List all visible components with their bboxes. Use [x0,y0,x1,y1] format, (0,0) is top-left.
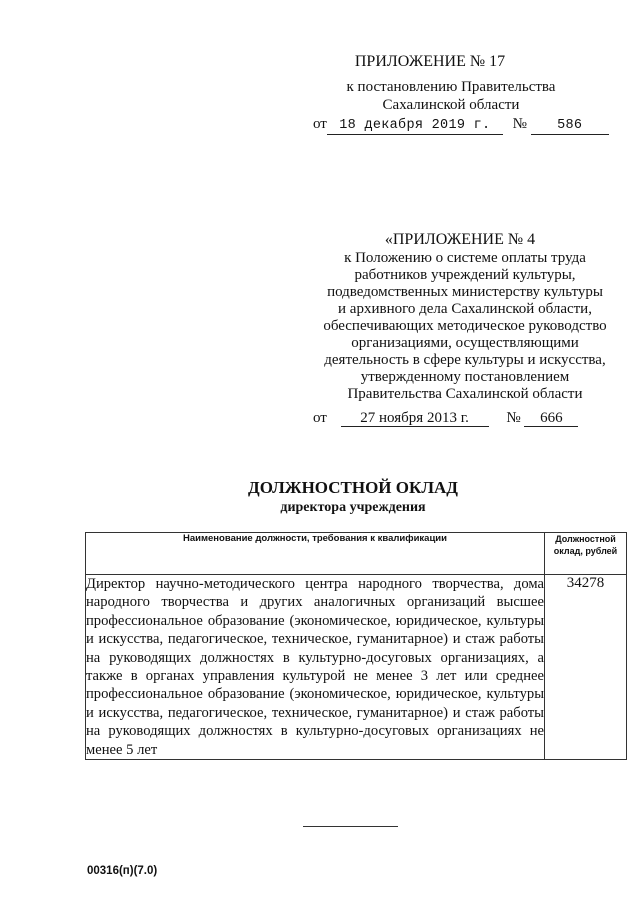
appendix-4-line: обеспечивающих методическое руководство [323,318,607,334]
number-label: № [512,116,527,132]
appendix-4-lines [300,250,630,403]
appendix-17-date-line [313,116,613,135]
from-label: от [313,410,327,426]
appendix-4-title: «ПРИЛОЖЕНИЕ № 4 [384,231,536,248]
appendix-4-line: организациями, осуществляющими [351,335,579,351]
resolution-date: 27 ноября 2013 г. [341,410,489,427]
header-position-requirements: Наименование должности, требования к квалификации [86,533,545,575]
appendix-17-line1: к постановлению Правительства [346,79,556,95]
header-salary-line2: оклад, рублей [553,546,618,556]
table-row [86,575,627,760]
header-salary-line1: Должностной [555,534,616,544]
end-divider [303,826,398,827]
document-title: ДОЛЖНОСТНОЙ ОКЛАД [248,478,458,497]
appendix-4-date-line [313,410,613,427]
appendix-17-line2: Сахалинской области [382,97,520,113]
appendix-4-line: утвержденному постановлением [360,369,570,385]
appendix-4-line: работников учреждений культуры, [354,267,576,283]
appendix-4-line: и архивного дела Сахалинской области, [338,301,592,317]
number-label: № [506,410,521,426]
resolution-number: 666 [524,410,578,427]
document-subtitle: директора учреждения [280,500,426,515]
document-code: 00316(п)(7.0) [87,865,158,877]
resolution-date: 18 декабря 2019 г. [327,118,503,135]
resolution-number: 586 [531,118,609,135]
appendix-17-title: ПРИЛОЖЕНИЕ № 17 [354,53,506,70]
from-label: от [313,116,327,132]
appendix-4-line: подведомственных министерству культуры [327,284,603,300]
salary-table [85,532,627,760]
salary-amount: 34278 [545,575,627,760]
appendix-4-line: Правительства Сахалинской области [347,386,583,402]
appendix-4-line: к Положению о системе оплаты труда [344,250,586,266]
header-salary [545,533,627,575]
table-header-row [86,533,627,575]
appendix-4-line: деятельность в сфере культуры и искусства, [324,352,606,368]
position-description: Директор научно-методического центра народного творчества, дома народного творчества и других аналогичных организаций высшее профессиональное образование (экономическое, юридическое, культуры и искусства, педагогическое, техническое, гуманитарное) и стаж работы на руководящих должностях в культурно-досуговых организациях, а также в органах управления культурой не менее 3 лет или среднее профессиональное образование (экономическое, юридическое, культуры и искусства, педагогическое, техническое, гуманитарное) и стаж работы на руководящих должностях в культурно-досуговых организациях не менее 5 лет [86,576,544,758]
